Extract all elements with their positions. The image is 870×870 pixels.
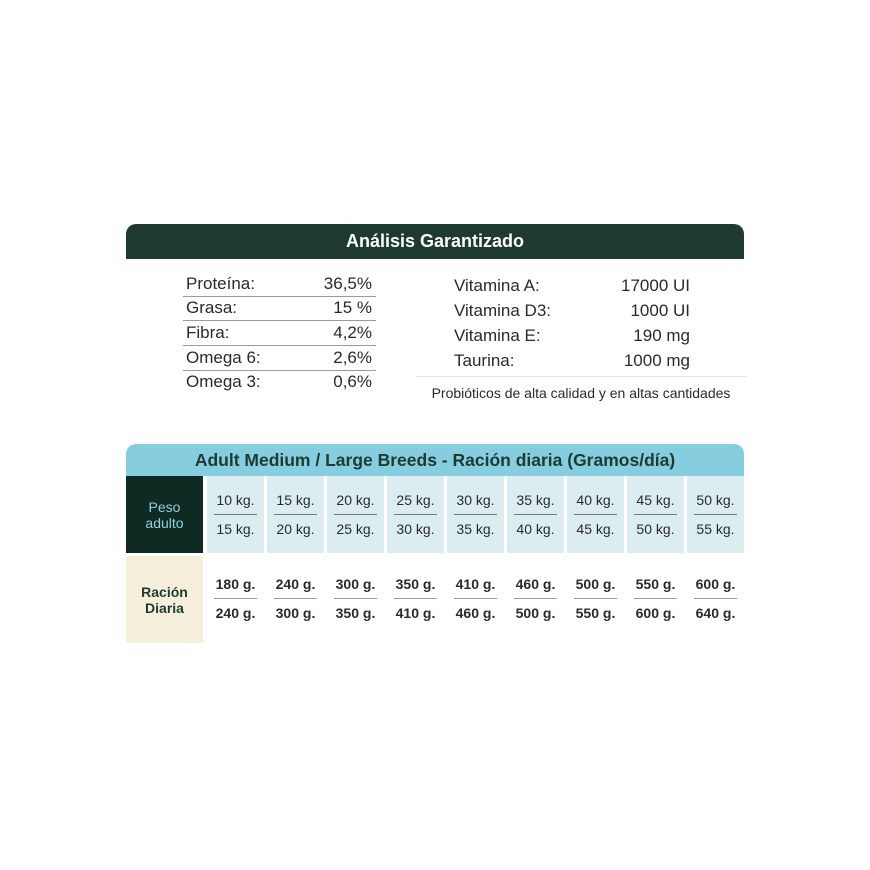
weight-max: 45 kg. bbox=[576, 521, 615, 537]
ration-min: 500 g. bbox=[575, 576, 616, 592]
cell-divider bbox=[394, 514, 437, 515]
ration-max: 300 g. bbox=[275, 605, 316, 621]
nutrient-label: Omega 6: bbox=[186, 348, 261, 367]
cell-divider bbox=[514, 598, 557, 599]
nutrient-label: Fibra: bbox=[186, 323, 230, 342]
cell-divider bbox=[634, 514, 677, 515]
weight-min: 30 kg. bbox=[456, 492, 495, 508]
vitamin-row-a bbox=[454, 276, 690, 301]
cell-divider bbox=[394, 598, 437, 599]
ration-min: 350 g. bbox=[395, 576, 436, 592]
vitamin-value: 190 mg bbox=[633, 326, 690, 345]
weight-label-line-1: Peso bbox=[148, 498, 181, 515]
vitamin-label: Vitamina A: bbox=[454, 276, 540, 295]
ration-max: 240 g. bbox=[215, 605, 256, 621]
nutrient-value: 4,2% bbox=[333, 323, 372, 342]
ration-min: 550 g. bbox=[635, 576, 676, 592]
ration-max: 350 g. bbox=[335, 605, 376, 621]
cell-divider bbox=[334, 598, 377, 599]
ration-header bbox=[126, 444, 744, 476]
ration-min: 180 g. bbox=[215, 576, 256, 592]
weight-max: 15 kg. bbox=[216, 521, 255, 537]
weight-label-line-2: adulto bbox=[145, 514, 184, 531]
ration-min: 460 g. bbox=[515, 576, 556, 592]
ration-max: 550 g. bbox=[575, 605, 616, 621]
nutrient-value: 36,5% bbox=[323, 274, 372, 293]
ration-label-line-2: Diaria bbox=[145, 599, 184, 616]
cell-divider bbox=[694, 598, 737, 599]
probiotics-note: Probióticos de alta calidad y en altas cantidades bbox=[431, 385, 731, 401]
nutrient-row-fiber bbox=[183, 321, 376, 346]
weight-max: 35 kg. bbox=[456, 521, 495, 537]
nutrient-row-omega6 bbox=[183, 346, 376, 371]
ration-cell bbox=[387, 556, 444, 643]
weight-max: 40 kg. bbox=[516, 521, 555, 537]
ration-cell bbox=[507, 556, 564, 643]
cell-divider bbox=[334, 514, 377, 515]
cell-divider bbox=[634, 598, 677, 599]
weight-min: 35 kg. bbox=[516, 492, 555, 508]
weight-min: 25 kg. bbox=[396, 492, 435, 508]
weight-max: 20 kg. bbox=[276, 521, 315, 537]
nutrient-label: Omega 3: bbox=[186, 372, 261, 391]
ration-min: 410 g. bbox=[455, 576, 496, 592]
cell-divider bbox=[214, 514, 257, 515]
weight-min: 50 kg. bbox=[696, 492, 735, 508]
cell-divider bbox=[514, 514, 557, 515]
weight-max: 55 kg. bbox=[696, 521, 735, 537]
cell-divider bbox=[574, 514, 617, 515]
ration-min: 240 g. bbox=[275, 576, 316, 592]
cell-divider bbox=[694, 514, 737, 515]
ration-label-line-1: Ración bbox=[141, 583, 188, 600]
vitamin-value: 17000 UI bbox=[621, 276, 690, 295]
weight-max: 25 kg. bbox=[336, 521, 375, 537]
ration-min: 600 g. bbox=[695, 576, 736, 592]
analysis-title: Análisis Garantizado bbox=[345, 231, 525, 251]
ration-cell bbox=[447, 556, 504, 643]
weight-max: 30 kg. bbox=[396, 521, 435, 537]
weight-min: 45 kg. bbox=[636, 492, 675, 508]
daily-ration-label-cell bbox=[126, 556, 203, 643]
vitamin-label: Vitamina D3: bbox=[454, 301, 552, 320]
ration-max: 600 g. bbox=[635, 605, 676, 621]
ration-title: Adult Medium / Large Breeds - Ración diaria (Gramos/día) bbox=[194, 449, 676, 470]
weight-cell bbox=[387, 476, 444, 553]
vitamin-label: Taurina: bbox=[454, 351, 515, 370]
vitamin-label: Vitamina E: bbox=[454, 326, 541, 345]
ration-cell bbox=[207, 556, 264, 643]
cell-divider bbox=[214, 598, 257, 599]
nutrient-row-omega3 bbox=[183, 370, 376, 394]
nutrient-value: 0,6% bbox=[333, 372, 372, 391]
ration-max: 640 g. bbox=[695, 605, 736, 621]
cell-divider bbox=[454, 598, 497, 599]
ration-max: 460 g. bbox=[455, 605, 496, 621]
weight-cell bbox=[207, 476, 264, 553]
weight-cell bbox=[507, 476, 564, 553]
nutrient-row-fat bbox=[183, 296, 376, 321]
ration-cell bbox=[627, 556, 684, 643]
ration-cell bbox=[327, 556, 384, 643]
vitamin-value: 1000 UI bbox=[630, 301, 690, 320]
vitamin-row-taurine bbox=[454, 351, 690, 376]
vitamin-row-d3 bbox=[454, 301, 690, 326]
ration-cell bbox=[687, 556, 744, 643]
weight-min: 15 kg. bbox=[276, 492, 315, 508]
weight-cell bbox=[627, 476, 684, 553]
ration-max: 500 g. bbox=[515, 605, 556, 621]
weight-cell bbox=[567, 476, 624, 553]
cell-divider bbox=[274, 514, 317, 515]
vitamin-value: 1000 mg bbox=[623, 351, 690, 370]
vitamin-row-e bbox=[454, 326, 690, 351]
weight-cell bbox=[447, 476, 504, 553]
weight-cell bbox=[687, 476, 744, 553]
cell-divider bbox=[454, 514, 497, 515]
cell-divider bbox=[574, 598, 617, 599]
ration-max: 410 g. bbox=[395, 605, 436, 621]
weight-cell bbox=[267, 476, 324, 553]
weight-cell bbox=[327, 476, 384, 553]
nutrient-row-protein bbox=[183, 272, 376, 297]
nutrient-value: 15 % bbox=[333, 298, 372, 317]
weight-min: 20 kg. bbox=[336, 492, 375, 508]
ration-cell bbox=[267, 556, 324, 643]
weight-min: 40 kg. bbox=[576, 492, 615, 508]
weight-max: 50 kg. bbox=[636, 521, 675, 537]
adult-weight-label-cell bbox=[126, 476, 203, 553]
nutrient-value: 2,6% bbox=[333, 348, 372, 367]
cell-divider bbox=[274, 598, 317, 599]
ration-cell bbox=[567, 556, 624, 643]
ration-min: 300 g. bbox=[335, 576, 376, 592]
analysis-header bbox=[126, 224, 744, 259]
nutrient-label: Proteína: bbox=[186, 274, 255, 293]
weight-min: 10 kg. bbox=[216, 492, 255, 508]
note-divider bbox=[416, 376, 746, 377]
nutrient-label: Grasa: bbox=[186, 298, 238, 317]
